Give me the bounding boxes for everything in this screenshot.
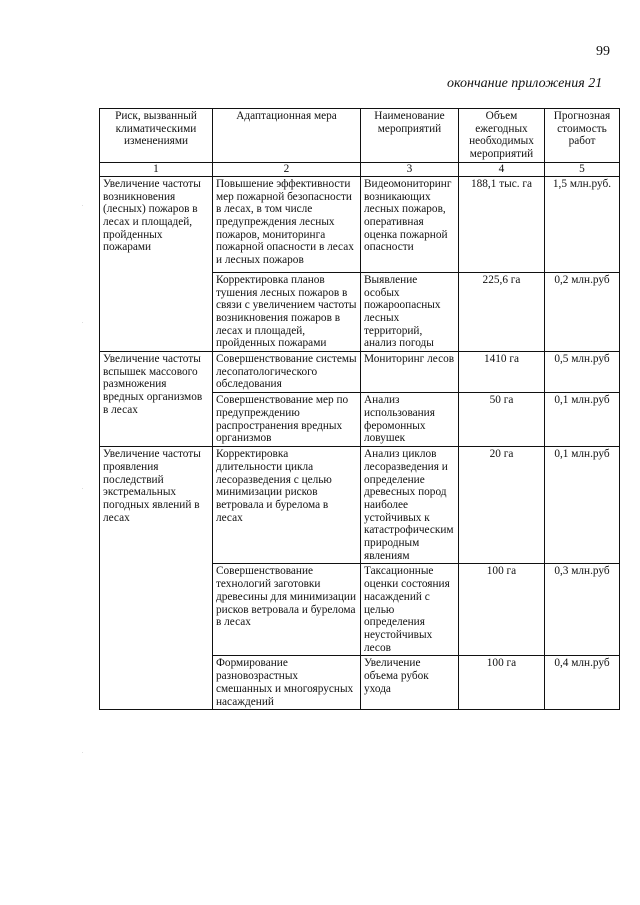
scan-mark (82, 322, 83, 323)
cost-cell: 0,2 млн.руб (545, 272, 620, 351)
column-number-row (100, 162, 620, 176)
measure-cell: Формирование разновозрастных смешанных и многоярусных насаждений (213, 656, 361, 710)
cost-cell: 1,5 млн.руб. (545, 176, 620, 272)
measure-cell: Совершенствование системы лесопатологического обследования (213, 352, 361, 393)
column-number: 2 (213, 162, 361, 176)
adaptation-measures-table (99, 108, 620, 710)
scan-mark (82, 205, 83, 206)
volume-cell: 225,6 га (459, 272, 545, 351)
volume-cell: 100 га (459, 564, 545, 656)
column-header-risk: Риск, вызванный климатическими изменениями (100, 109, 213, 163)
cost-cell: 0,1 млн.руб (545, 447, 620, 564)
activity-cell: Анализ использования феромонных ловушек (361, 393, 459, 447)
cost-cell: 0,4 млн.руб (545, 656, 620, 710)
activity-cell: Видеомониторинг возникающих лесных пожаров, оперативная оценка пожарной опасности (361, 176, 459, 272)
table-row (100, 352, 620, 393)
cost-cell: 0,5 млн.руб (545, 352, 620, 393)
measure-cell: Повышение эффективности мер пожарной безопасности в лесах, в том числе предупреждения лесных пожаров, мониторинга пожарной опасности в лесах и лесных пожаров (213, 176, 361, 272)
column-header-activity: Наименование мероприятий (361, 109, 459, 163)
activity-cell: Выявление особых пожароопасных лесных территорий, анализ погоды (361, 272, 459, 351)
cost-cell: 0,3 млн.руб (545, 564, 620, 656)
volume-cell: 50 га (459, 393, 545, 447)
volume-cell: 20 га (459, 447, 545, 564)
table-header-row (100, 109, 620, 163)
column-header-measure: Адаптационная мера (213, 109, 361, 163)
column-number: 5 (545, 162, 620, 176)
column-number: 4 (459, 162, 545, 176)
column-number: 1 (100, 162, 213, 176)
page-number: 99 (596, 44, 610, 59)
activity-cell: Мониторинг лесов (361, 352, 459, 393)
volume-cell: 100 га (459, 656, 545, 710)
risk-cell: Увеличение частоты проявления последствий экстремальных погодных явлений в лесах (100, 447, 213, 710)
scan-mark (82, 752, 83, 753)
risk-cell: Увеличение частоты вспышек массового размножения вредных организмов в лесах (100, 352, 213, 447)
measure-cell: Корректировка планов тушения лесных пожаров в связи с увеличением частоты возникновения пожаров в лесах и площадей, пройденных пожарами (213, 272, 361, 351)
measure-cell: Совершенствование технологий заготовки древесины для минимизации рисков ветровала и бурелома в лесах (213, 564, 361, 656)
scan-mark (82, 488, 83, 489)
volume-cell: 188,1 тыс. га (459, 176, 545, 272)
activity-cell: Таксационные оценки состояния насаждений с целью определения неустойчивых лесов (361, 564, 459, 656)
column-number: 3 (361, 162, 459, 176)
column-header-volume: Объем ежегодных необходимых мероприятий (459, 109, 545, 163)
activity-cell: Анализ циклов лесоразведения и определение древесных пород наиболее устойчивых к катастрофическим природным явлениям (361, 447, 459, 564)
cost-cell: 0,1 млн.руб (545, 393, 620, 447)
table-row (100, 447, 620, 564)
appendix-subtitle: окончание приложения 21 (447, 76, 603, 91)
column-header-cost: Прогнозная стоимость работ (545, 109, 620, 163)
measure-cell: Совершенствование мер по предупреждению распространения вредных организмов (213, 393, 361, 447)
table-row (100, 176, 620, 272)
activity-cell: Увеличение объема рубок ухода (361, 656, 459, 710)
risk-cell: Увеличение частоты возникновения (лесных) пожаров в лесах и площадей, пройденных пожарами (100, 176, 213, 351)
measure-cell: Корректировка длительности цикла лесоразведения с целью минимизации рисков ветровала и бурелома в лесах (213, 447, 361, 564)
volume-cell: 1410 га (459, 352, 545, 393)
